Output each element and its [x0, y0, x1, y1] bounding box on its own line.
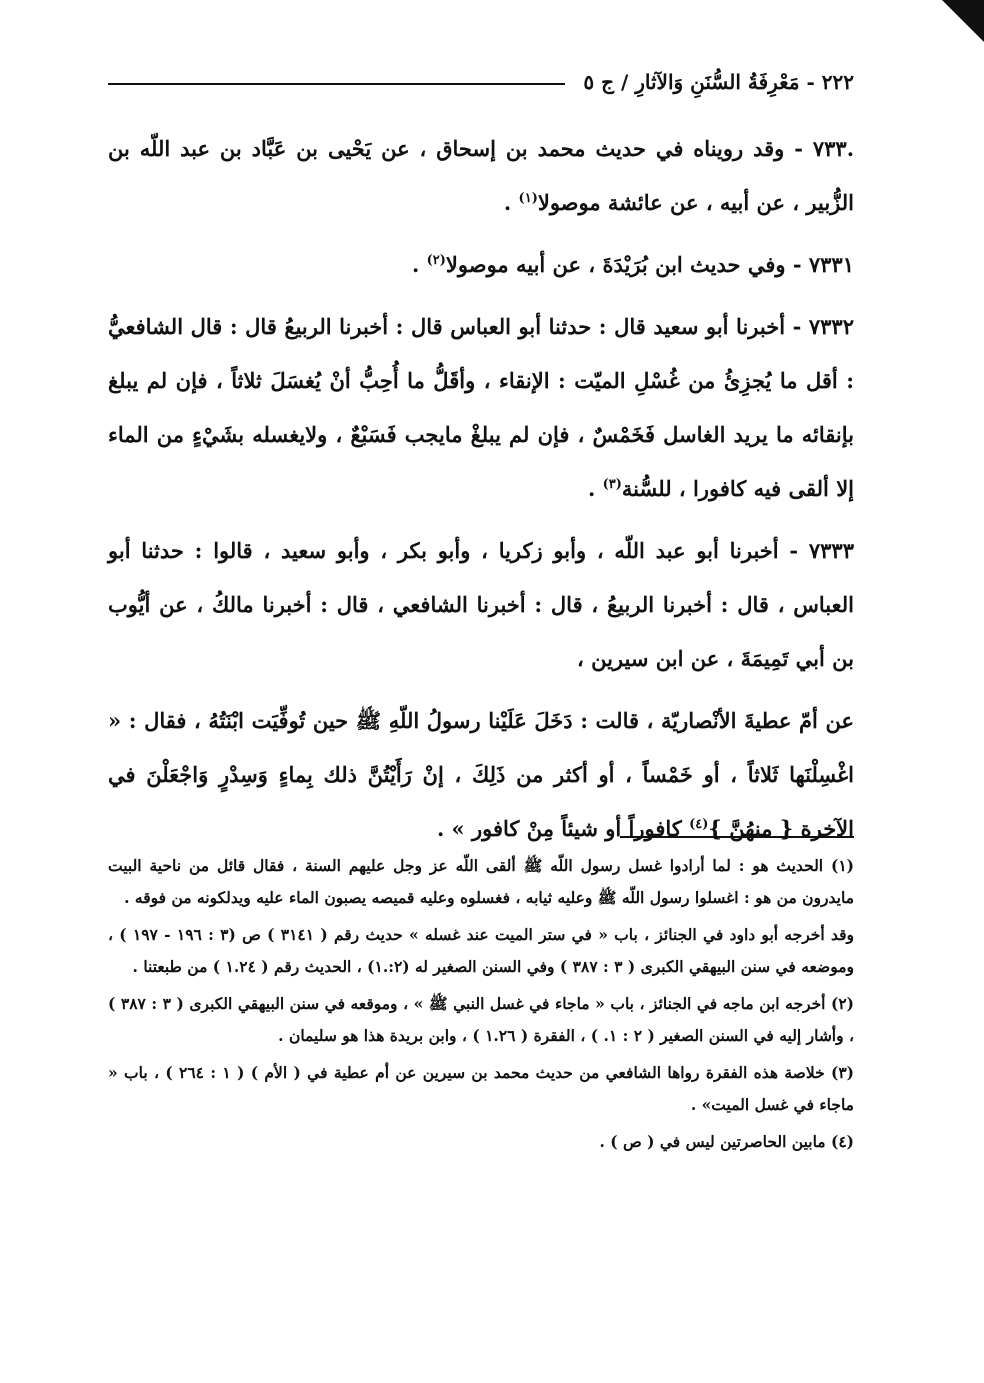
paragraph-7332: ٧٣٣٢ - أخبرنا أبو سعيد قال : حدثنا أبو العباس قال : أخبرنا الربيعُ قال : قال الشافعيُّ : أقل ما يُجزِئُ من غُسْلِ الميّت : الإنقاء ، وأقَلُّ ما أُحِبُّ أنْ يُغسَلَ ثلاثاً ، فإن لم يبلغ بإنقائه ما يريد الغاسل فَخَمْسٌ ، فإن لم يبلغْ مايجب فَسَبْعٌ ، ولايغسله بشَيْءٍ من الماء إلا ألقى فيه كافورا ، للسُّنة$^{(٣)}$ . — [108, 314, 854, 501]
main-text — [108, 122, 854, 864]
paragraph-hadith: عن أمّ عطيةَ الأنْصاريّة ، قالت : دَخَلَ عَلَيْنا رسولُ اللّهِ ﷺ حين تُوفِّيَت ابْنَتُهُ ، فقال : « اغْسِلْنَها ثَلاثاً ، أو خَمْساً ، أو أكثر من ذَلِكَ ، إنْ رَأَيْتُنَّ ذلك بِماءٍ وَسِدْرٍ وَاجْعَلْنَ في الآخرة { منهُنَّ }$^{(٤)}$ كافوراً أو شيئاً مِنْ كافور » . — [108, 708, 854, 841]
running-header — [108, 62, 854, 102]
running-title: ٢٢٢ - مَعْرِفَةُ السُّنَنِ وَالآثارِ / ج ٥ — [583, 70, 854, 94]
footnote-ref-2: (٢) — [426, 253, 446, 268]
paragraph-7333: ٧٣٣٣ - أخبرنا أبو عبد اللّه ، وأبو زكريا ، وأبو بكر ، وأبو سعيد ، قالوا : حدثنا أبو العباس ، قال : أخبرنا الربيعُ ، قال : أخبرنا الشافعي ، قال : أخبرنا مالكُ ، عن أيُّوب بن أبي تَمِيمَةَ ، عن ابن سيرين ، — [108, 538, 854, 671]
footnote-1: (١) الحديث هو : لما أرادوا غسل رسول اللّه ﷺ ألقى اللّه عز وجل عليهم السنة ، فقال قائل من ناحية البيت مايدرون من هو : اغسلوا رسول اللّه ﷺ وعليه ثيابه ، فغسلوه وعليه قميصه يصبون الماء عليه ويدلكونه من فوقه . — [108, 856, 854, 907]
paragraph-7330: .٧٣٣ - وقد رويناه في حديث محمد بن إسحاق ، عن يَحْيى بن عَبَّاد بن عبد اللّه بن الزُّبير ، عن أبيه ، عن عائشة موصولا$^{(١)}$ . — [108, 136, 854, 215]
paragraph-7331: ٧٣٣١ - وفي حديث ابن بُرَيْدَةَ ، عن أبيه موصولا$^{(٢)}$ . — [411, 252, 854, 277]
footnotes — [108, 850, 854, 1164]
header-rule — [108, 83, 565, 85]
footnote-1-continued: وقد أخرجه أبو داود في الجنائز ، باب « في ستر الميت عند غسله » حديث رقم ( ٣١٤١ ) ص (٣ : ١٩٦ - ١٩٧ ) ، وموضعه في سنن البيهقي الكبرى ( ٣ : ٣٨٧ ) وفي السنن الصغير له (٢:.١) ، الحديث رقم ( ١.٢٤ ) من طبعتنا . — [108, 925, 854, 976]
footnote-3: (٣) خلاصة هذه الفقرة رواها الشافعي من حديث محمد بن سيرين عن أم عطية في ( الأم ) ( ١ : ٢٦٤ ) ، باب « ماجاء في غسل الميت» . — [108, 1063, 855, 1114]
page-corner-mark — [942, 0, 984, 42]
footnote-2: (٢) أخرجه ابن ماجه في الجنائز ، باب « ماجاء في غسل النبي ﷺ » ، وموقعه في سنن البيهقي الكبرى ( ٣ : ٣٨٧ ) ، وأشار إليه في السنن الصغير ( ٢ : ١. ) ، الفقرة ( ١.٢٦ ) ، وابن بريدة هذا هو سليمان . — [108, 994, 855, 1045]
footnote-separator — [620, 836, 854, 838]
footnote-ref-4: (٤) — [689, 817, 709, 832]
footnote-ref-3: (٣) — [602, 477, 622, 492]
footnote-4: (٤) مابين الحاصرتين ليس في ( ص ) . — [599, 1132, 854, 1151]
footnote-ref-1: (١) — [518, 191, 538, 206]
